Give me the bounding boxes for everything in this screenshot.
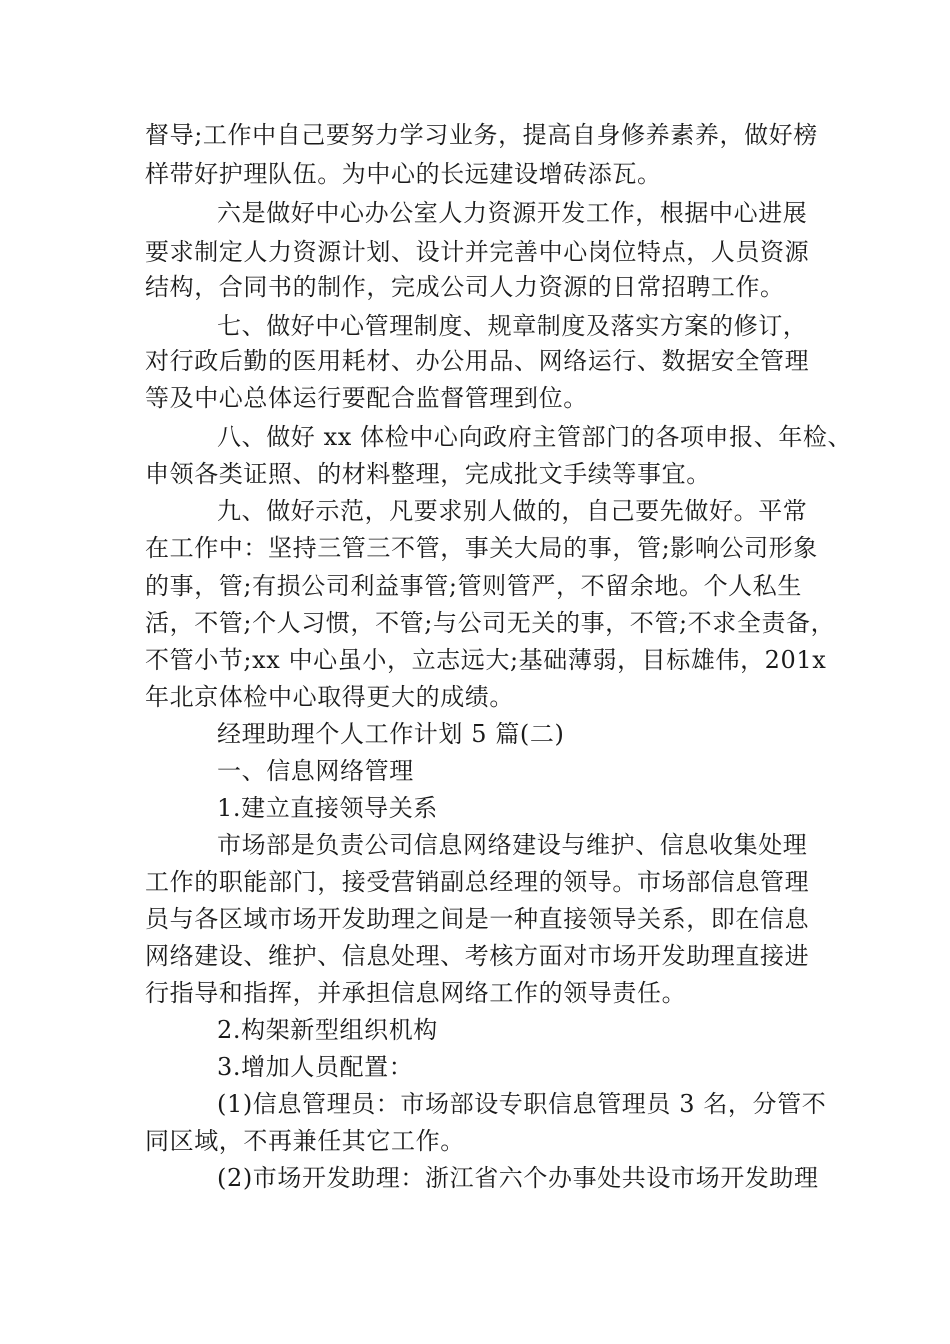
paragraph-start-line: 九、做好示范，凡要求别人做的，自己要先做好。平常 [217, 497, 808, 525]
text-line: 在工作中：坚持三管三不管，事关大局的事，管;影响公司形象 [145, 534, 818, 562]
paragraph-start-line: 八、做好 xx 体检中心向政府主管部门的各项申报、年检、 [217, 423, 853, 451]
text-line: 年北京体检中心取得更大的成绩。 [145, 683, 514, 711]
subsection-heading: 3.增加人员配置： [217, 1053, 414, 1081]
text-line: 工作的职能部门，接受营销副总经理的领导。市场部信息管理 [145, 868, 810, 896]
subsection-heading: 1.建立直接领导关系 [217, 794, 438, 822]
text-line: 要求制定人力资源计划、设计并完善中心岗位特点，人员资源 [145, 238, 810, 266]
text-line: 样带好护理队伍。为中心的长远建设增砖添瓦。 [145, 160, 662, 188]
text-line: 的事，管;有损公司利益事管;管则管严，不留余地。个人私生 [145, 572, 802, 600]
text-line: 员与各区域市场开发助理之间是一种直接领导关系，即在信息 [145, 905, 810, 933]
text-line: 等及中心总体运行要配合监督管理到位。 [145, 384, 588, 412]
text-line: 不管小节;xx 中心虽小，立志远大;基础薄弱，目标雄伟，201x [145, 646, 827, 674]
paragraph-start-line: (1)信息管理员：市场部设专职信息管理员 3 名，分管不 [217, 1090, 827, 1118]
subsection-heading: 2.构架新型组织机构 [217, 1016, 438, 1044]
text-line: 行指导和指挥，并承担信息网络工作的领导责任。 [145, 979, 687, 1007]
text-line: 活，不管;个人习惯，不管;与公司无关的事，不管;不求全责备， [145, 609, 836, 637]
paragraph-start-line: 七、做好中心管理制度、规章制度及落实方案的修订， [217, 312, 808, 340]
paragraph-start-line: 六是做好中心办公室人力资源开发工作，根据中心进展 [217, 199, 808, 227]
text-line: 网络建设、维护、信息处理、考核方面对市场开发助理直接进 [145, 942, 810, 970]
text-line: 同区域，不再兼任其它工作。 [145, 1127, 465, 1155]
paragraph-start-line: (2)市场开发助理：浙江省六个办事处共设市场开发助理 [217, 1164, 819, 1192]
text-line: 结构，合同书的制作，完成公司人力资源的日常招聘工作。 [145, 273, 785, 301]
section-heading: 一、信息网络管理 [217, 757, 414, 785]
paragraph-start-line: 市场部是负责公司信息网络建设与维护、信息收集处理 [217, 831, 808, 859]
text-line: 督导;工作中自己要努力学习业务，提高自身修养素养，做好榜 [145, 121, 818, 149]
section-heading: 经理助理个人工作计划 5 篇(二) [217, 720, 565, 748]
text-line: 申领各类证照、的材料整理，完成批文手续等事宜。 [145, 460, 711, 488]
text-line: 对行政后勤的医用耗材、办公用品、网络运行、数据安全管理 [145, 347, 810, 375]
